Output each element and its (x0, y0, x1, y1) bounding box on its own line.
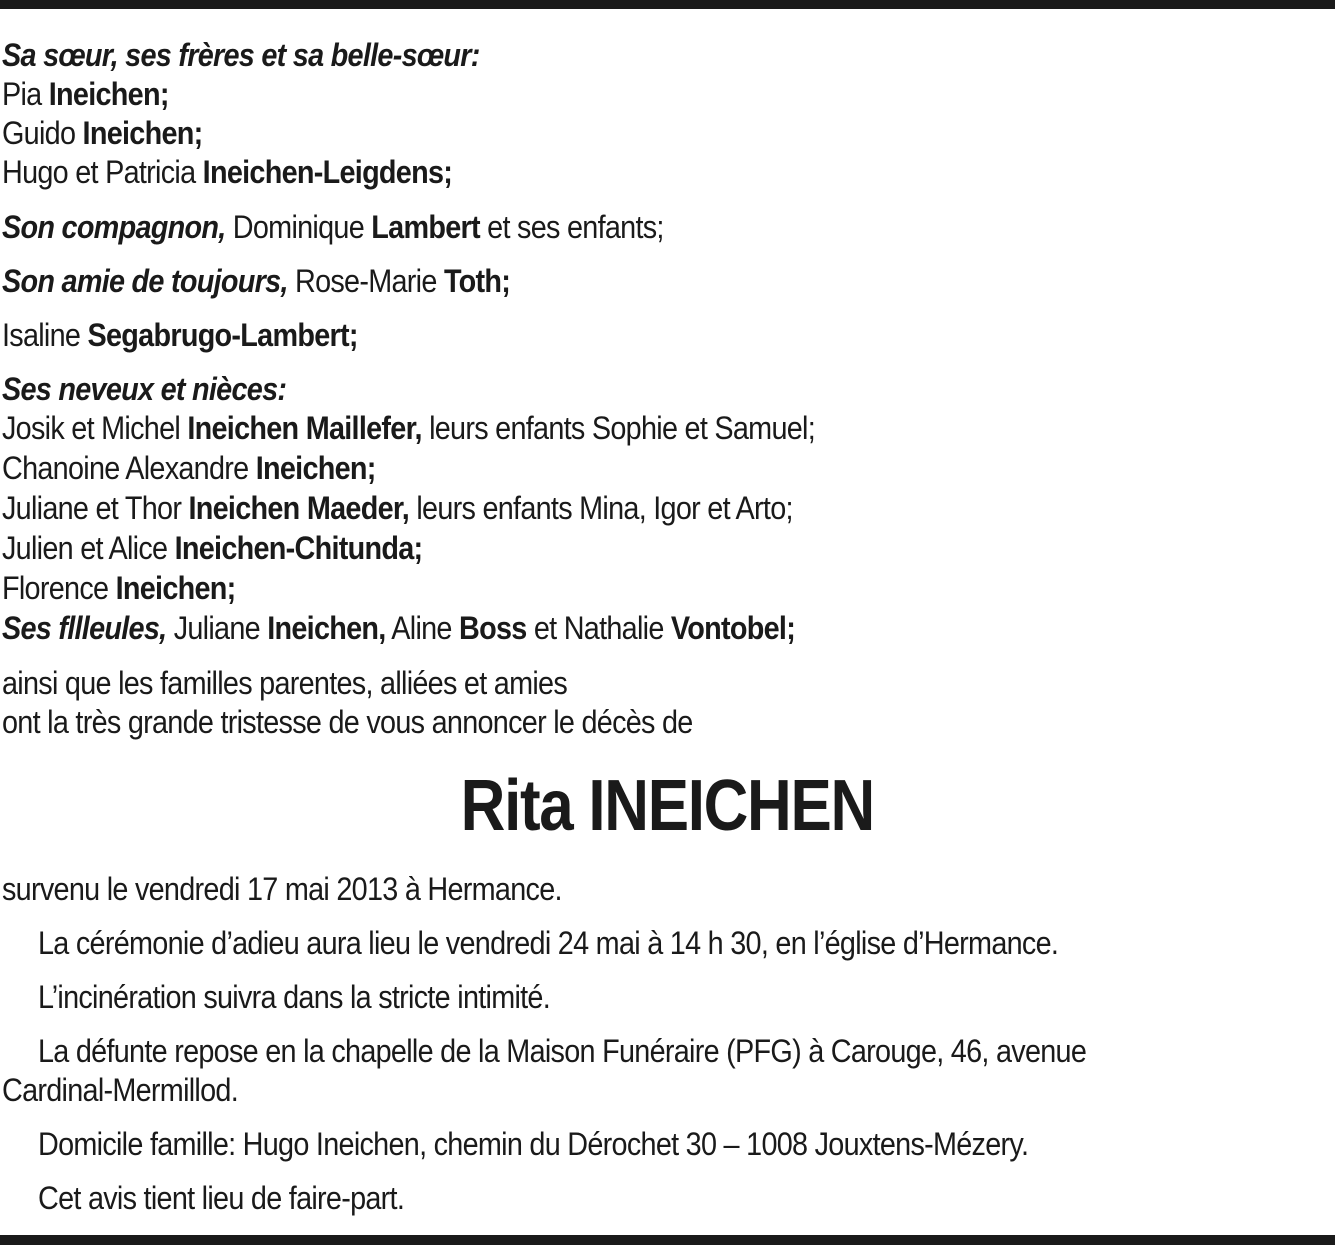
sibling-line: Hugo et Patricia Ineichen-Leigdens; (2, 154, 453, 190)
notice-line: Cet avis tient lieu de faire-part. (38, 1180, 405, 1216)
rests-line-1: La défunte repose en la chapelle de la Maison Funéraire (PFG) à Carouge, 46, avenue (38, 1033, 1087, 1069)
friend-line: Son amie de toujours, Rose-Marie Toth; (2, 263, 511, 299)
bottom-rule (0, 1235, 1335, 1245)
nephews-heading: Ses neveux et nièces: (2, 371, 287, 407)
nephew-line: Josik et Michel Ineichen Maillefer, leurs enfants Sophie et Samuel; (2, 410, 815, 446)
intro-line-2: ont la très grande tristesse de vous annoncer le décès de (2, 704, 693, 740)
rests-line-2: Cardinal-Mermillod. (2, 1072, 238, 1108)
deceased-name: Rita INEICHEN (460, 766, 875, 846)
nephew-line: Chanoine Alexandre Ineichen; (2, 450, 376, 486)
siblings-heading: Sa sœur, ses frères et sa belle-sœur: (2, 37, 480, 73)
sibling-line: Pia Ineichen; (2, 76, 169, 112)
nephew-line: Florence Ineichen; (2, 570, 236, 606)
companion-line: Son compagnon, Dominique Lambert et ses enfants; (2, 209, 664, 245)
ceremony-line: La cérémonie d’adieu aura lieu le vendredi 24 mai à 14 h 30, en l’église d’Hermance. (38, 925, 1059, 961)
goddaughters-line: Ses fllleules, Juliane Ineichen, Aline Boss et Nathalie Vontobel; (2, 610, 796, 646)
sibling-line: Guido Ineichen; (2, 115, 203, 151)
domicile-line: Domicile famille: Hugo Ineichen, chemin du Dérochet 30 – 1008 Jouxtens-Mézery. (38, 1126, 1029, 1162)
incineration-line: L’incinération suivra dans la stricte intimité. (38, 979, 551, 1015)
death-line: survenu le vendredi 17 mai 2013 à Hermance. (2, 871, 562, 907)
nephew-line: Julien et Alice Ineichen-Chitunda; (2, 530, 423, 566)
nephew-line: Juliane et Thor Ineichen Maeder, leurs enfants Mina, Igor et Arto; (2, 490, 793, 526)
intro-line-1: ainsi que les familles parentes, alliées et amies (2, 665, 568, 701)
isaline-line: Isaline Segabrugo-Lambert; (2, 317, 358, 353)
top-rule (0, 0, 1335, 9)
